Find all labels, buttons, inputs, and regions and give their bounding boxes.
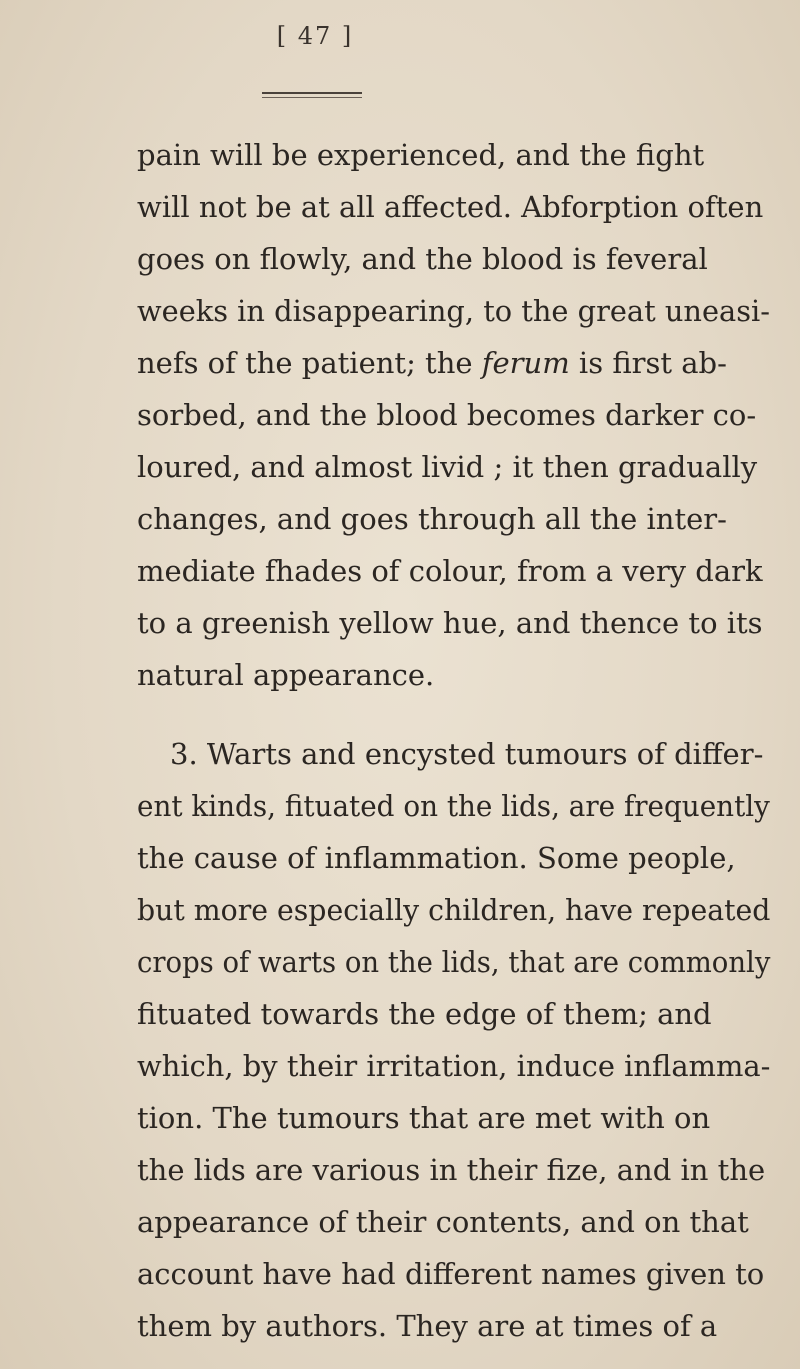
text-line: will not be at all affected. Abforption often	[137, 190, 764, 224]
text-line: the lids are various in their fize, and in the	[137, 1153, 766, 1187]
text-line: account have had different names given to	[137, 1257, 765, 1291]
text-line: the cause of inflammation. Some people,	[137, 841, 736, 875]
text-line: appearance of their contents, and on that	[137, 1205, 749, 1239]
italic-term: ferum	[481, 346, 570, 380]
text-line: pain will be experienced, and the fight	[137, 138, 705, 172]
page-number: [ 47 ]	[276, 22, 354, 50]
text-line: weeks in disappearing, to the great uneasi-	[137, 294, 770, 328]
text-segment: is first ab-	[569, 346, 727, 380]
text-line: sorbed, and the blood becomes darker co-	[137, 398, 757, 432]
text-line: but more especially children, have repeated	[137, 893, 771, 927]
header-rule	[262, 92, 362, 94]
text-line: which, by their irritation, induce inflamma-	[137, 1049, 771, 1083]
text-line: fituated towards the edge of them; and	[137, 997, 712, 1031]
text-line: goes on flowly, and the blood is feveral	[137, 242, 708, 276]
header-rule-thin	[262, 97, 362, 98]
text-line: loured, and almost livid ; it then gradually	[137, 450, 758, 484]
text-line: crops of warts on the lids, that are commonly	[137, 945, 771, 979]
text-line: tion. The tumours that are met with on	[137, 1101, 711, 1135]
text-line: changes, and goes through all the inter-	[137, 502, 727, 536]
text-segment: nefs of the patient; the	[137, 346, 482, 380]
text-line: 3. Warts and encysted tumours of differ-	[170, 737, 764, 771]
text-line: mediate fhades of colour, from a very dark	[137, 554, 763, 588]
text-line	[137, 346, 727, 380]
text-line: natural appearance.	[137, 658, 435, 692]
text-line: them by authors. They are at times of a	[137, 1309, 718, 1343]
text-line: to a greenish yellow hue, and thence to its	[137, 606, 763, 640]
text-line: ent kinds, fituated on the lids, are frequently	[137, 789, 770, 823]
